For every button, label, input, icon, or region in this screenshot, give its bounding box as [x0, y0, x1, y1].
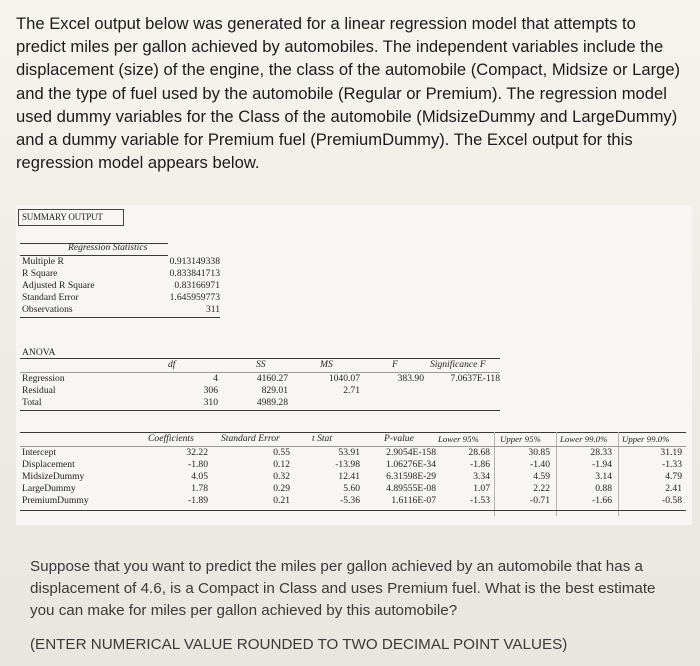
coef-u95: 2.22 [533, 483, 550, 494]
coef-header-u99: Upper 99.0% [622, 434, 670, 444]
coef-t: 5.60 [343, 483, 360, 494]
coef-u95: 4.59 [533, 471, 550, 482]
stat-value: 0.833841713 [169, 268, 220, 279]
coef-header-l95: Lower 95% [438, 434, 479, 444]
anova-header-ss: SS [256, 359, 266, 370]
anova-bottom-rule [20, 410, 500, 411]
coef-se: 0.55 [273, 447, 290, 458]
coef-u99: -1.33 [662, 459, 682, 470]
coef-t: -5.36 [340, 495, 360, 506]
stat-value: 0.83166971 [174, 280, 220, 291]
stats-bottom-rule [20, 317, 220, 318]
stat-value: 311 [205, 304, 220, 315]
anova-df: 306 [203, 385, 218, 396]
coef-se: 0.21 [273, 495, 290, 506]
coef-row-label: Displacement [22, 459, 75, 470]
anova-title: ANOVA [22, 347, 56, 358]
coef-header-coef: Coefficients [148, 433, 194, 444]
coef-u95: 30.85 [528, 447, 550, 458]
coef-p: 6.31598E-29 [386, 471, 436, 482]
coef-l95: 28.68 [468, 447, 490, 458]
coef-u99: 31.19 [660, 447, 682, 458]
coef-l95: 3.34 [473, 471, 490, 482]
coef-se: 0.29 [273, 483, 290, 494]
coef-header-se: Standard Error [221, 433, 280, 444]
summary-title: SUMMARY OUTPUT [22, 212, 103, 222]
column-divider [556, 432, 557, 516]
coef-u99: 4.79 [665, 471, 682, 482]
coef-header-p: P-value [384, 433, 414, 444]
anova-ms: 2.71 [343, 385, 360, 396]
column-divider [494, 432, 495, 516]
coef-p: 1.6116E-07 [391, 495, 436, 506]
coef-l95: -1.86 [470, 459, 490, 470]
coef-p: 4.89555E-08 [386, 483, 436, 494]
coef-l99: 3.14 [595, 471, 612, 482]
stat-label: R Square [22, 268, 58, 279]
intro-paragraph: The Excel output below was generated for a linear regression model that attempts to predict miles per gallon achieved by automobiles. The independent variables include the displacement (size) of the engine, the class of the automobile (Compact, Midsize or Large) and the type of fuel used by the automobile (Regular or Premium). The regression model used dummy variables for the Class of the automobile (MidsizeDummy and LargeDummy) and a dummy variable for Premium fuel (PremiumDummy). The Excel output for this regression model appears below. [16, 14, 681, 173]
coef-header-u95: Upper 95% [500, 434, 541, 444]
coef-l99: 28.33 [590, 447, 612, 458]
anova-ms: 1040.07 [328, 373, 360, 384]
coef-l99: 0.88 [595, 483, 612, 494]
coef-se: 0.32 [273, 471, 290, 482]
coef-l95: 1.07 [473, 483, 490, 494]
stat-value: 1.645959773 [169, 292, 220, 303]
coef-value: 4.05 [191, 471, 208, 482]
stat-label: Standard Error [22, 292, 79, 303]
coef-p: 2.9054E-158 [386, 447, 436, 458]
coef-t: 53.91 [338, 447, 360, 458]
question-paragraph: Suppose that you want to predict the miles per gallon achieved by an automobile that has a displacement of 4.6, is a Compact in Class and uses Premium fuel. What is the best estimate you can make for miles per gallon achieved by this automobile? [30, 558, 656, 619]
anova-df: 310 [203, 397, 218, 408]
stats-header: Regression Statistics [68, 242, 148, 253]
stat-value: 0.913149338 [169, 256, 220, 267]
anova-header-f: F [392, 359, 398, 370]
coef-header-l99: Lower 99.0% [560, 434, 608, 444]
coef-t: -13.98 [335, 459, 360, 470]
coef-l99: -1.66 [592, 495, 612, 506]
stat-label: Observations [22, 304, 73, 315]
coef-p: 1.06276E-34 [386, 459, 436, 470]
coef-se: 0.12 [273, 459, 290, 470]
stat-label: Adjusted R Square [22, 280, 95, 291]
coef-u99: -0.58 [662, 495, 682, 506]
anova-header-sigf: Significance F [430, 359, 486, 370]
coef-l99: -1.94 [592, 459, 612, 470]
instruction-paragraph: (ENTER NUMERICAL VALUE ROUNDED TO TWO DECIMAL POINT VALUES) [30, 636, 568, 653]
coef-u99: 2.41 [665, 483, 682, 494]
anova-header-df: df [168, 359, 176, 370]
anova-ss: 4160.27 [256, 373, 288, 384]
coef-row-label: LargeDummy [22, 483, 76, 494]
coef-l95: -1.53 [470, 495, 490, 506]
anova-sigf: 7.0637E-118 [450, 373, 500, 384]
anova-ss: 4989.28 [256, 397, 288, 408]
coef-header-t: t Stat [312, 433, 332, 444]
question-block [30, 556, 680, 656]
coef-value: -1.80 [188, 459, 208, 470]
anova-row-label: Total [22, 397, 42, 408]
anova-row-label: Regression [22, 373, 65, 384]
coef-value: 32.22 [186, 447, 208, 458]
anova-row-label: Residual [22, 385, 56, 396]
stat-label: Multiple R [22, 256, 64, 267]
coef-u95: -0.71 [530, 495, 550, 506]
anova-header-ms: MS [320, 359, 333, 370]
coef-bottom-rule [20, 510, 686, 511]
anova-ss: 829.01 [261, 385, 288, 396]
coef-value: 1.78 [191, 483, 208, 494]
anova-df: 4 [213, 373, 218, 384]
coef-value: -1.89 [188, 495, 208, 506]
coef-row-label: Intercept [22, 447, 57, 458]
coef-u95: -1.40 [530, 459, 550, 470]
coef-t: 12.41 [338, 471, 360, 482]
column-divider [618, 432, 619, 516]
anova-f: 383.90 [397, 373, 424, 384]
coef-row-label: PremiumDummy [22, 495, 89, 506]
excel-output [16, 205, 692, 525]
coef-row-label: MidsizeDummy [22, 471, 85, 482]
